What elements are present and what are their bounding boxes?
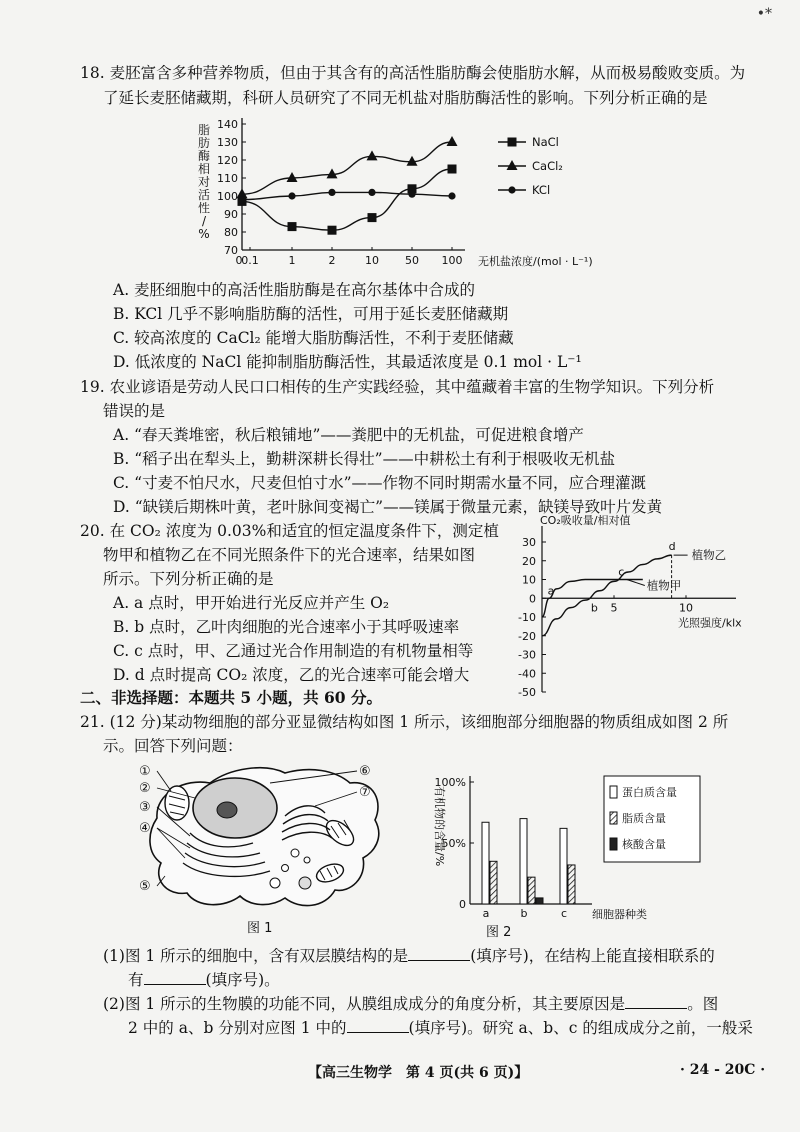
q21-sub2-text-c: 2 中的 a、b 分别对应图 1 中的 bbox=[128, 1019, 347, 1037]
section-two-heading: 二、非选择题：本题共 5 小题，共 60 分。 bbox=[80, 688, 382, 707]
chart2-y-tick-label: 20 bbox=[522, 554, 536, 568]
chart3-legend-label: 核酸含量 bbox=[622, 838, 666, 851]
q21-sub2-text-b: 。图 bbox=[687, 995, 719, 1013]
chart2-x-tick-label: 5 bbox=[610, 601, 618, 615]
chart1-y-label-char: 酶 bbox=[197, 149, 211, 163]
chart1-legend-marker bbox=[507, 160, 518, 170]
page-footer: 【高三生物学 第 4 页(共 6 页)】 bbox=[308, 1065, 529, 1081]
chart3-y-tick-label: 50% bbox=[441, 837, 466, 850]
chart2-series-0-line bbox=[542, 555, 672, 636]
chart1-x-tick-label: 0.1 bbox=[241, 254, 259, 267]
chart1-point-nacl bbox=[328, 226, 337, 235]
q18-option-c: C. 较高浓度的 CaCl₂ 能增大脂肪酶活性，不利于麦胚储藏 bbox=[113, 329, 514, 347]
chart1-y-tick-label: 140 bbox=[217, 118, 238, 131]
chart3-x-tick-label: a bbox=[482, 907, 490, 920]
chart1-x-tick-label: 2 bbox=[328, 254, 336, 267]
chart1-series-1-line bbox=[242, 142, 452, 194]
q20-chart bbox=[500, 512, 770, 700]
fig1-label-3: ③ bbox=[139, 800, 151, 815]
fig1-label-7: ⑦ bbox=[359, 785, 371, 800]
q18-option-b: B. KCl 几乎不影响脂肪酶的活性，可用于延长麦胚储藏期 bbox=[113, 305, 509, 323]
chart1-y-label-char: 活 bbox=[197, 188, 211, 202]
chart1-series-2-line bbox=[242, 192, 452, 199]
chart3-bar-b-2 bbox=[536, 898, 543, 904]
chart1-point-kcl bbox=[288, 192, 295, 199]
chart1-series-0-line bbox=[242, 169, 452, 230]
fig1-label-5: ⑤ bbox=[139, 879, 151, 894]
chart1-point-cacl2 bbox=[447, 136, 458, 146]
chart3-legend-swatch bbox=[610, 812, 617, 824]
q21-sub1-text-d: (填序号)。 bbox=[205, 971, 280, 989]
chart1-y-label-char: % bbox=[198, 227, 210, 241]
chart2-series-label-leader bbox=[627, 580, 645, 586]
vesicle bbox=[270, 878, 280, 888]
chart2-x-tick-label: 10 bbox=[679, 601, 693, 615]
chart1-y-label-char: 脂 bbox=[197, 123, 211, 137]
chart1-point-kcl bbox=[408, 191, 415, 198]
fig1-caption: 图 1 bbox=[247, 921, 273, 936]
chart1-x-tick-label: 1 bbox=[288, 254, 296, 267]
chart2-y-tick-label: 0 bbox=[529, 592, 536, 606]
chart2-y-tick-label: -30 bbox=[518, 648, 536, 662]
chart1-legend-label: CaCl₂ bbox=[532, 159, 563, 173]
centriole bbox=[299, 877, 311, 889]
chart2-x-label: 光照强度/klx bbox=[678, 616, 742, 630]
vesicle bbox=[282, 865, 289, 872]
vesicle bbox=[304, 857, 310, 863]
chart1-y-tick-label: 70 bbox=[224, 244, 238, 257]
q20-stem-line1: 20. 在 CO₂ 浓度为 0.03%和适宜的恒定温度条件下，测定植 bbox=[80, 522, 499, 540]
q18-stem-line1: 18. 麦胚富含多种营养物质，但由于其含有的高活性脂肪酶会使脂肪水解，从而极易酸败变质。为 bbox=[80, 64, 746, 82]
chart1-point-cacl2 bbox=[407, 156, 418, 166]
chart1-y-label-char: 相 bbox=[197, 162, 211, 176]
chart1-x-tick-label: 50 bbox=[405, 254, 419, 267]
q19-option-d: D. “缺镁后期株叶黄，老叶脉间变褐亡”——镁属于微量元素，缺镁导致叶片发黄 bbox=[113, 498, 663, 516]
chart1-x-label: 无机盐浓度/(mol · L⁻¹) bbox=[478, 255, 593, 268]
vesicle bbox=[291, 849, 299, 857]
chart2-point-label: b bbox=[590, 601, 598, 615]
q20-stem-line3: 所示。下列分析正确的是 bbox=[103, 570, 274, 588]
q21-sub1-text-a: (1)图 1 所示的细胞中，含有双层膜结构的是 bbox=[103, 947, 409, 965]
chart1-point-nacl bbox=[288, 222, 297, 231]
chart3-y-label: 有机物的含量/% bbox=[433, 786, 446, 867]
chart2-y-tick-label: 30 bbox=[522, 536, 536, 549]
q20-option-b: B. b 点时，乙叶肉细胞的光合速率小于其呼吸速率 bbox=[113, 618, 460, 636]
q19-option-b: B. “稻子出在犁头上，勤耕深耕长得壮”——中耕松土有利于根吸收无机盐 bbox=[113, 450, 616, 468]
chart3-legend-swatch bbox=[610, 786, 617, 798]
chart2-point-label: d bbox=[668, 540, 676, 554]
q20-option-a: A. a 点时，甲开始进行光反应并产生 O₂ bbox=[113, 594, 390, 612]
chart3-x-label: 细胞器种类 bbox=[592, 908, 647, 921]
q19-option-c: C. “寸麦不怕尺水，尺麦但怕寸水”——作物不同时期需水量不同，应合理灌溉 bbox=[113, 474, 647, 492]
chart1-x-tick-label: 0 bbox=[235, 254, 243, 267]
chart1-legend-marker bbox=[508, 186, 515, 193]
page-code: · 24 - 20C · bbox=[680, 1062, 766, 1078]
q21-sub2-text-d: (填序号)。研究 a、b、c 的组成成分之前，一般采 bbox=[408, 1019, 753, 1037]
q21-sub2-line2 bbox=[128, 1016, 753, 1038]
chart2-y-tick-label: 10 bbox=[522, 573, 536, 587]
q21-sub2-blank-1[interactable] bbox=[625, 992, 687, 1009]
chart1-legend-marker bbox=[508, 138, 517, 147]
chart2-y-tick-label: -40 bbox=[518, 667, 536, 681]
q21-sub1-line2 bbox=[128, 968, 280, 990]
q18-stem-line2: 了延长麦胚储藏期，科研人员研究了不同无机盐对脂肪酶活性的影响。下列分析正确的是 bbox=[103, 89, 708, 107]
q21-sub1-line1 bbox=[103, 944, 715, 966]
q21-stem-line2: 示。回答下列问题： bbox=[103, 737, 243, 755]
chart1-y-tick-label: 110 bbox=[217, 172, 238, 185]
chart3-bar-c-0 bbox=[560, 828, 567, 904]
q21-sub2-blank-2[interactable] bbox=[347, 1016, 409, 1033]
chart1-y-label-char: 肪 bbox=[197, 136, 211, 150]
chart3-x-tick-label: c bbox=[560, 907, 568, 920]
chart1-point-kcl bbox=[448, 192, 455, 199]
chart2-y-tick-label: -50 bbox=[518, 686, 536, 699]
chart3-bar-b-0 bbox=[520, 819, 527, 904]
chart1-point-nacl bbox=[448, 165, 457, 174]
q21-sub1-text-c: 有 bbox=[128, 971, 144, 989]
corner-mark: •* bbox=[756, 6, 772, 22]
chart1-legend-label: KCl bbox=[532, 183, 551, 197]
q21-sub2-line1 bbox=[103, 992, 718, 1014]
q18-chart bbox=[180, 112, 650, 282]
chart3-legend-label: 蛋白质含量 bbox=[622, 786, 677, 799]
chart2-series-label: 植物甲 bbox=[646, 578, 682, 593]
chart2-series-label: 植物乙 bbox=[691, 548, 727, 563]
chart2-y-label: CO₂吸收量/相对值 bbox=[540, 514, 631, 527]
q19-option-a: A. “春天粪堆密，秋后粮铺地”——粪肥中的无机盐，可促进粮食增产 bbox=[113, 426, 584, 444]
fig1-label-4: ④ bbox=[139, 821, 151, 836]
chart3-y-tick-label: 0 bbox=[459, 898, 466, 911]
chart1-point-cacl2 bbox=[287, 172, 298, 182]
chart1-y-tick-label: 90 bbox=[224, 208, 238, 221]
chart2-y-tick-label: -10 bbox=[518, 611, 536, 624]
chart3-bar-c-1 bbox=[568, 865, 575, 904]
chart2-point-label: a bbox=[547, 584, 555, 598]
q19-stem-line1: 19. 农业谚语是劳动人民口口相传的生产实践经验，其中蕴藏着丰富的生物学知识。下列分析 bbox=[80, 378, 715, 396]
chart1-y-tick-label: 100 bbox=[217, 190, 238, 203]
chart1-point-nacl bbox=[368, 213, 377, 222]
chart1-point-cacl2 bbox=[367, 150, 378, 160]
q20-stem-line2: 物甲和植物乙在不同光照条件下的光合速率，结果如图 bbox=[103, 546, 476, 564]
q21-figure1-cell-diagram bbox=[135, 758, 405, 938]
chart1-y-label-char: 性 bbox=[197, 201, 211, 215]
chart2-y-tick-label: -20 bbox=[518, 629, 536, 643]
q20-option-c: C. c 点时，甲、乙通过光合作用制造的有机物量相等 bbox=[113, 642, 474, 660]
q21-sub1-blank-1[interactable] bbox=[408, 944, 470, 961]
chart2-point-label: c bbox=[618, 565, 625, 579]
chart1-x-tick-label: 10 bbox=[365, 254, 379, 267]
fig1-label-2: ② bbox=[139, 781, 151, 796]
chart1-point-kcl bbox=[328, 189, 335, 196]
chart3-y-tick-label: 100% bbox=[434, 776, 466, 789]
q21-sub1-blank-2[interactable] bbox=[144, 968, 206, 985]
chart1-y-tick-label: 80 bbox=[224, 226, 238, 239]
q21-sub2-text-a: (2)图 1 所示的生物膜的功能不同，从膜组成成分的角度分析，其主要原因是 bbox=[103, 995, 626, 1013]
chart1-y-tick-label: 120 bbox=[217, 154, 238, 167]
fig1-label-6: ⑥ bbox=[359, 764, 371, 779]
q21-stem-line1: 21. (12 分)某动物细胞的部分亚显微结构如图 1 所示，该细胞部分细胞器的物质组成如图 2 所 bbox=[80, 713, 729, 731]
chart1-y-label-char: / bbox=[201, 214, 207, 228]
q18-option-d: D. 低浓度的 NaCl 能抑制脂肪酶活性，其最适浓度是 0.1 mol · L⁻¹ bbox=[113, 353, 582, 371]
chart1-y-tick-label: 130 bbox=[217, 136, 238, 149]
chart1-point-kcl bbox=[368, 189, 375, 196]
chart3-bar-a-1 bbox=[490, 861, 497, 904]
chart1-point-kcl bbox=[238, 196, 245, 203]
chart1-y-label-char: 对 bbox=[197, 175, 211, 189]
q18-option-a: A. 麦胚细胞中的高活性脂肪酶是在高尔基体中合成的 bbox=[113, 281, 476, 299]
q21-sub1-text-b: (填序号)，在结构上能直接相联系的 bbox=[470, 947, 715, 965]
q19-stem-line2: 错误的是 bbox=[103, 402, 166, 420]
q21-figure2-bar-chart bbox=[420, 762, 710, 940]
chart1-x-tick-label: 100 bbox=[441, 254, 463, 267]
chart1-point-cacl2 bbox=[327, 168, 338, 178]
chart3-legend-label: 脂质含量 bbox=[622, 812, 666, 825]
chart3-x-tick-label: b bbox=[520, 907, 528, 920]
fig1-label-1: ① bbox=[139, 764, 151, 779]
nucleolus bbox=[217, 802, 237, 818]
q20-option-d: D. d 点时提高 CO₂ 浓度，乙的光合速率可能会增大 bbox=[113, 666, 470, 684]
chart3-bar-b-1 bbox=[528, 877, 535, 904]
fig2-caption: 图 2 bbox=[486, 925, 512, 940]
chart1-legend-label: NaCl bbox=[532, 135, 559, 149]
chart3-bar-a-0 bbox=[482, 822, 489, 904]
chart3-legend-swatch bbox=[610, 838, 617, 850]
